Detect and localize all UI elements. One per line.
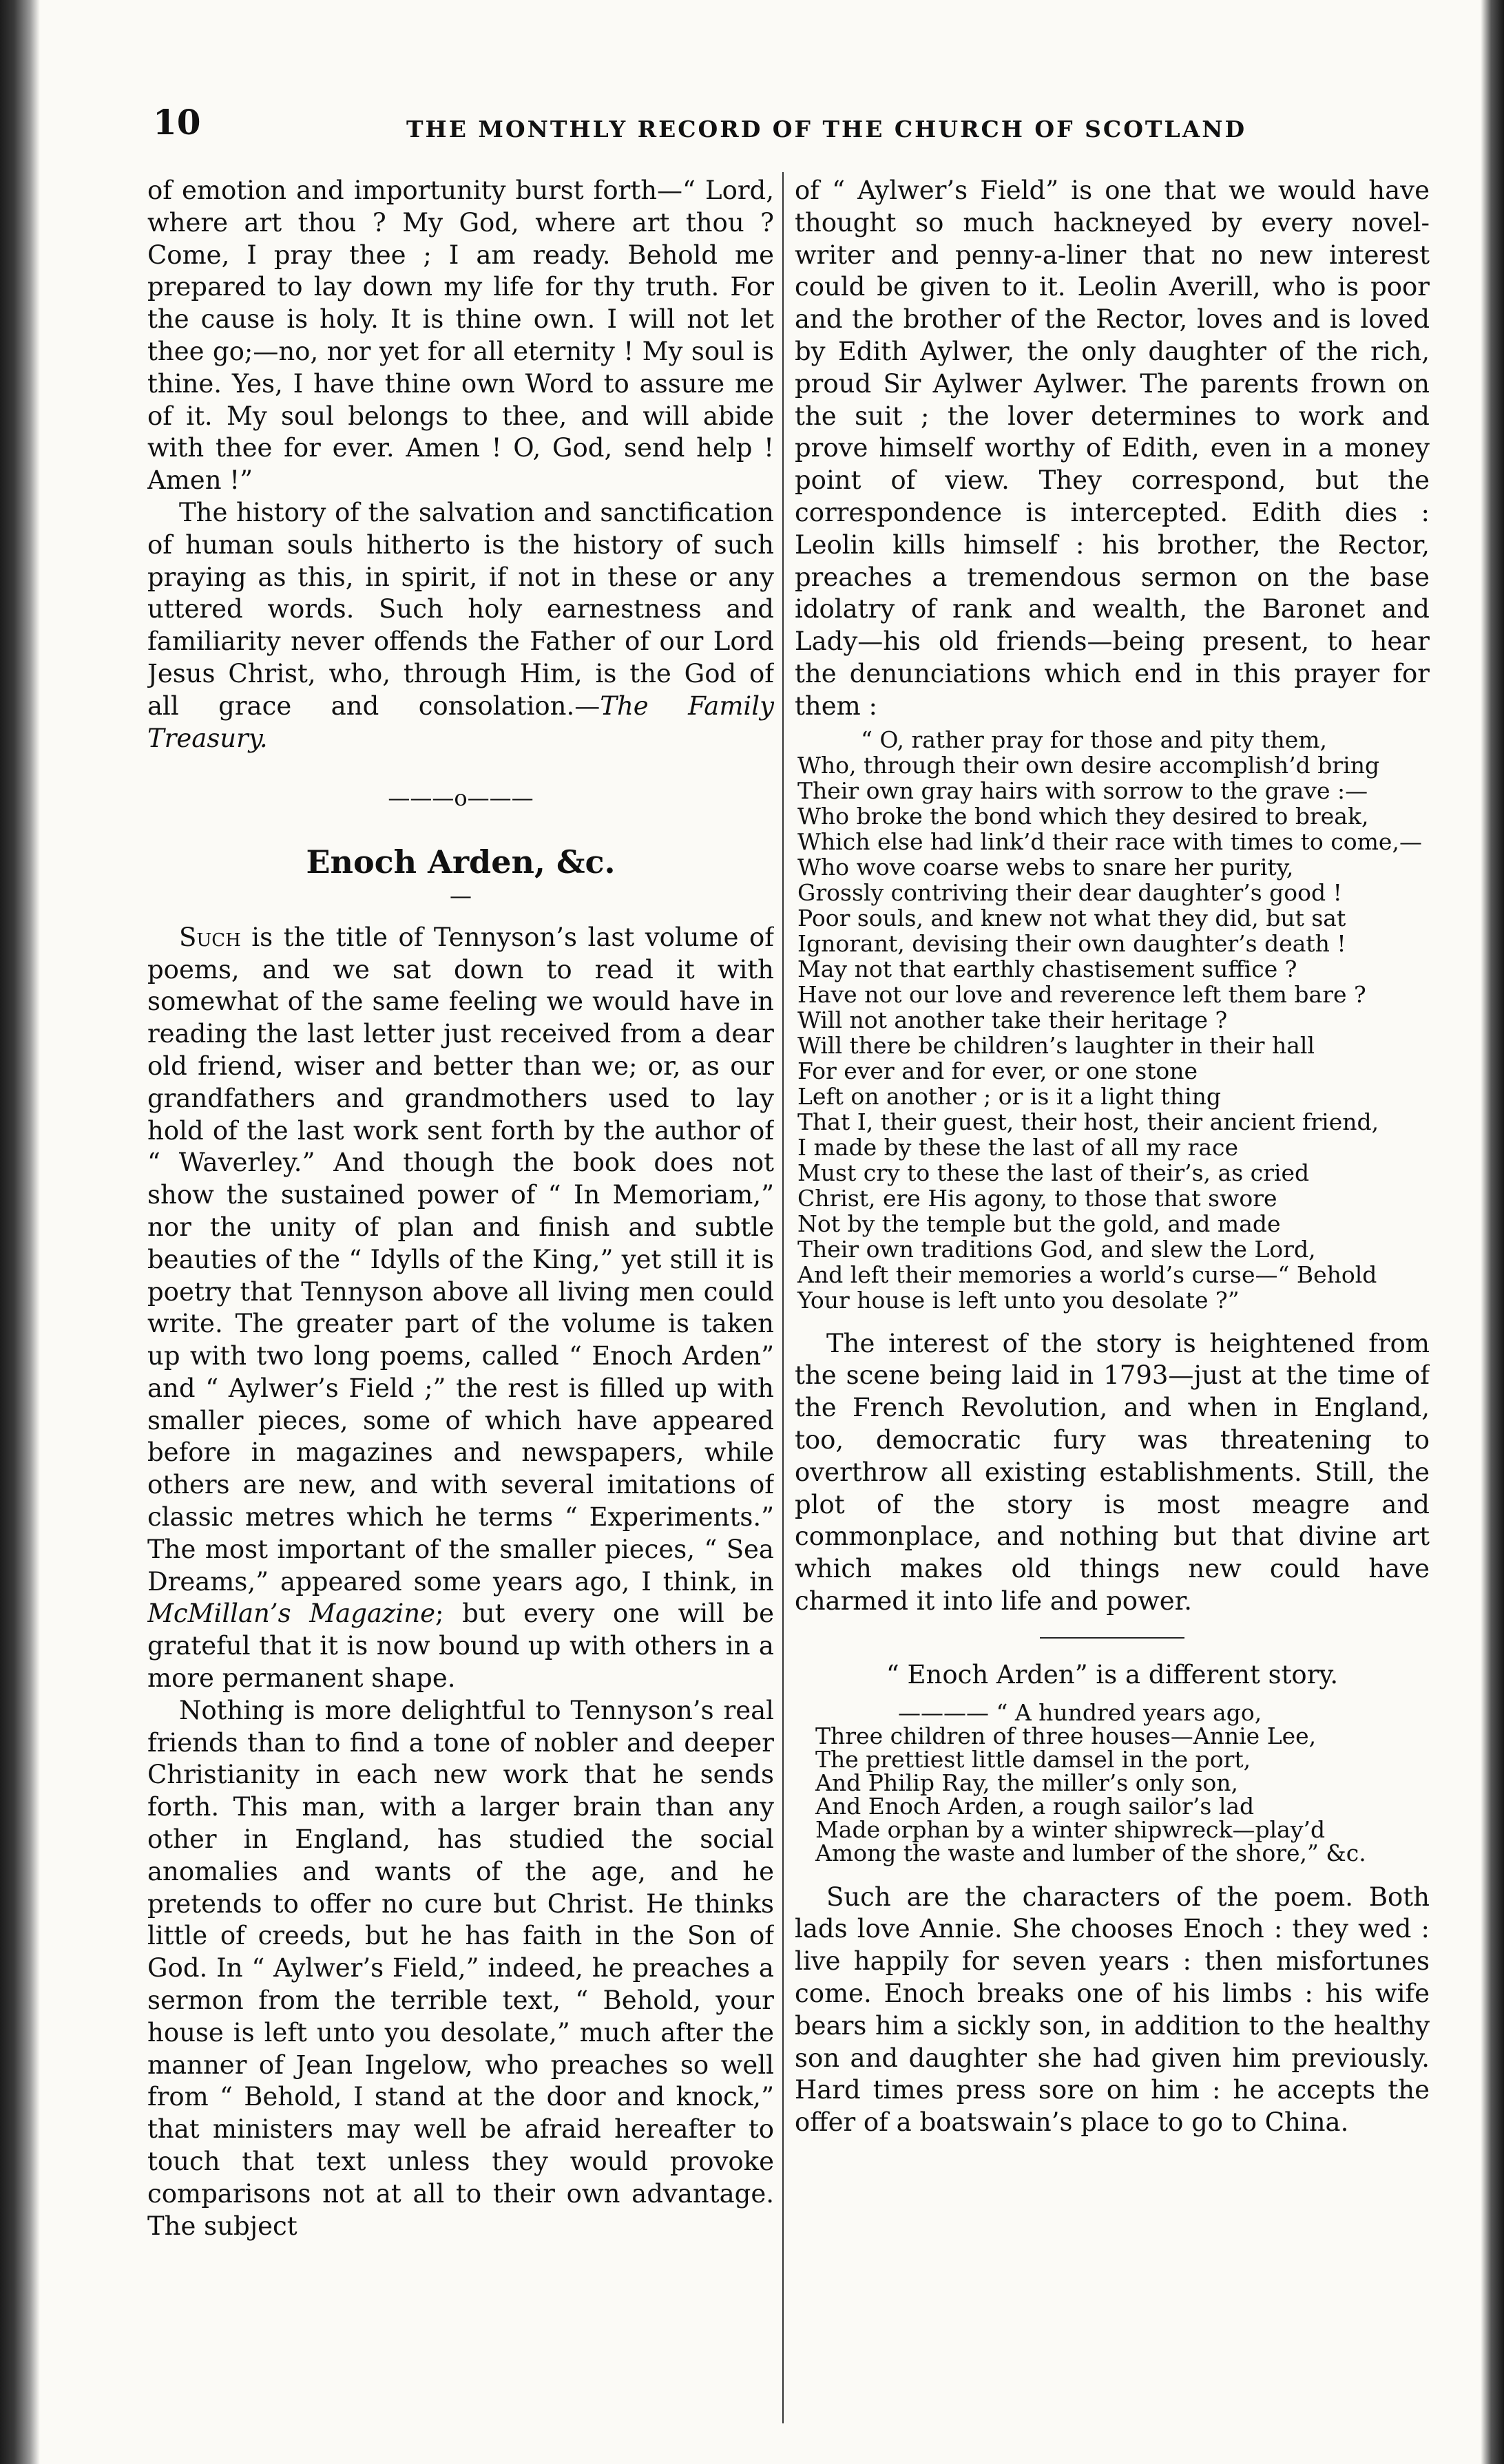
poem-line: May not that earthly chastisement suffice ? <box>797 955 1297 982</box>
poem-line: Poor souls, and knew not what they did, but sat <box>797 904 1346 931</box>
poem-line: I made by these the last of all my race <box>797 1133 1239 1161</box>
poem-line: Left on another ; or is it a light thing <box>797 1082 1221 1110</box>
dropcap-word: Such <box>179 922 241 952</box>
history-text: The history of the salvation and sanctification of human souls hitherto is the history of such praying as this, in spirit, if not in these or any uttered words. Such holy earnestness and familiarity never offends the Father of our Lord Jesus Christ, who, through Him, is the God of all grace and consolation.— <box>147 497 774 721</box>
poem-line: Will not another take their heritage ? <box>797 1006 1228 1033</box>
poem-line: Christ, ere His agony, to those that swore <box>797 1184 1277 1212</box>
running-head: THE MONTHLY RECORD OF THE CHURCH OF SCOTLAND <box>406 116 1247 143</box>
intro-text-end: ; but every one will be grateful that it is now bound up with others in a more permanent shape. <box>147 1599 774 1694</box>
intro-text: is the title of Tennyson’s last volume of poems, and we sat down to read it with somewhat of the same feeling we would have in reading the last letter just received from a dear old friend, wiser and better than we; or, as our grandfathers and grandmothers used to lay hold of the last work sent forth by the author of “ Waverley.” And though the book does not show the sustained power of “ In Memoriam,” nor the unity of plan and finish and subtle beauties of the “ Idylls of the King,” yet still it is poetry that Tennyson above all living men could write. The greater part of the volume is taken up with two long poems, called “ Enoch Arden” and “ Aylwer’s Field ;” the rest is filled up with smaller pieces, some of which have appeared before in magazines and newspapers, while others are new, and with several imitations of classic metres which he terms “ Experiments.” The most important of the smaller pieces, “ Sea Dreams,” appeared some years ago, I think, in <box>147 922 774 1597</box>
poem-line: That I, their guest, their host, their ancient friend, <box>797 1108 1379 1135</box>
page-number: 10 <box>153 102 201 143</box>
poem-line: Which else had link’d their race with times to come,— <box>797 828 1422 855</box>
column-rule <box>782 172 784 2423</box>
section-divider: ———o——— <box>388 785 534 812</box>
scan-edge-left <box>0 0 40 2464</box>
enoch-intro-line: “ Enoch Arden” is a different story. <box>886 1659 1339 1689</box>
source-citation: The Family Treasury. <box>147 691 774 753</box>
poem-line: Must cry to these the last of their’s, as cried <box>797 1159 1310 1186</box>
poem-line: Not by the temple but the gold, and made <box>797 1210 1281 1237</box>
poem-line: “ O, rather pray for those and pity them, <box>861 726 1328 753</box>
poem-line: Will there be children’s laughter in their hall <box>797 1031 1315 1059</box>
poem-line: Your house is left unto you desolate ?” <box>797 1286 1240 1314</box>
intro-paragraph <box>147 922 774 1695</box>
magazine-title: McMillan’s Magazine <box>147 1599 435 1629</box>
scan-edge-right <box>1481 0 1504 2464</box>
short-rule <box>1040 1637 1184 1639</box>
poem-line: Their own traditions God, and slew the Lord, <box>797 1235 1316 1263</box>
left-column <box>147 175 774 2426</box>
characters-paragraph: Such are the characters of the poem. Both lads love Annie. She chooses Enoch : they wed : live happily for seven years : then misfortunes come. Enoch breaks one of his limbs : his wife bears him a sickly son, in addition to the healthy son and daughter she had given him previously. Hard times press sore on him : he accepts the offer of a boatswain’s place to go to China. <box>795 1882 1430 2138</box>
poem-line: The prettiest little damsel in the port, <box>815 1745 1251 1773</box>
poem-line: ———— “ A hundred years ago, <box>898 1698 1262 1726</box>
aylwer-paragraph: of “ Aylwer’s Field” is one that we would have thought so much hackneyed by every novel-writer and penny-a-liner that no new interest could be given to it. Leolin Averill, who is poor and the brother of the Rector, loves and is loved by Edith Aylwer, the only daughter of the rich, proud Sir Aylwer Aylwer. The parents frown on the suit ; the lover determines to work and prove himself worthy of Edith, even in a money point of view. They correspond, but the correspondence is intercepted. Edith dies : Leolin kills himself : his brother, the Rector, preaches a tremendous sermon on the base idolatry of rank and wealth, the Baronet and Lady—his old friends—being present, to hear the denunciations which end in this prayer for them : <box>795 176 1430 721</box>
prayer-paragraph: of emotion and importunity burst forth—“ Lord, where art thou ? My God, where art thou ? Come, I pray thee ; I am ready. Behold me prepared to lay down my life for thy truth. For the cause is holy. It is thine own. I will not let thee go;—no, nor yet for all eternity ! My soul is thine. Yes, I have thine own Word to assure me of it. My soul belongs to thee, and will abide with thee for ever. Amen ! O, God, send help ! Amen !” <box>147 176 774 496</box>
christianity-paragraph: Nothing is more delightful to Tennyson’s real friends than to find a tone of nobler and deeper Christianity in each new work that he sends forth. This man, with a larger brain than any other in England, has studied the social anomalies and wants of the age, and he pretends to offer no cure but Christ. He thinks little of creeds, but he has faith in the Son of God. In “ Aylwer’s Field,” indeed, he preaches a sermon from the terrible text, “ Behold, your house is left unto you desolate,” much after the manner of Jean Ingelow, who preaches so well from “ Behold, I stand at the door and knock,” that ministers may well be afraid hereafter to touch that text unless they would provoke comparisons not at all to their own advantage. The subject <box>147 1695 774 2241</box>
poem-line: Who, through their own desire accomplish’d bring <box>797 751 1380 779</box>
poem-line: Who broke the bond which they desired to break, <box>797 802 1369 830</box>
history-paragraph <box>147 497 774 755</box>
interest-paragraph: The interest of the story is heightened from the scene being laid in 1793—just at the time of the French Revolution, and when in England, too, democratic fury was threatening to overthrow all existing establishments. Still, the plot of the story is most meagre and commonplace, and nothing but that divine art which makes old things new could have charmed it into life and power. <box>795 1328 1430 1616</box>
right-column <box>795 175 1430 2426</box>
poem-line: For ever and for ever, or one stone <box>797 1057 1198 1084</box>
poem-line: Made orphan by a winter shipwreck—play’d <box>815 1815 1326 1843</box>
poem-line: Who wove coarse webs to snare her purity, <box>797 853 1294 881</box>
poem-line: Among the waste and lumber of the shore,” &c. <box>815 1839 1366 1866</box>
poem-line: And Philip Ray, the miller’s only son, <box>815 1769 1239 1796</box>
sermon-poem <box>797 727 1430 1313</box>
poem-line: Have not our love and reverence left them bare ? <box>797 980 1366 1008</box>
poem-line: Grossly contriving their dear daughter’s good ! <box>797 878 1342 906</box>
poem-line: Three children of three houses—Annie Lee, <box>815 1722 1317 1749</box>
poem-line: Ignorant, devising their own daughter’s death ! <box>797 929 1346 957</box>
enoch-poem <box>815 1698 1430 1866</box>
article-heading: Enoch Arden, &c. <box>306 843 616 881</box>
poem-line: And left their memories a world’s curse—“ Behold <box>797 1261 1377 1288</box>
poem-line: And Enoch Arden, a rough sailor’s lad <box>815 1792 1255 1820</box>
heading-dash: — <box>450 882 472 909</box>
poem-line: Their own gray hairs with sorrow to the grave :— <box>797 777 1368 804</box>
